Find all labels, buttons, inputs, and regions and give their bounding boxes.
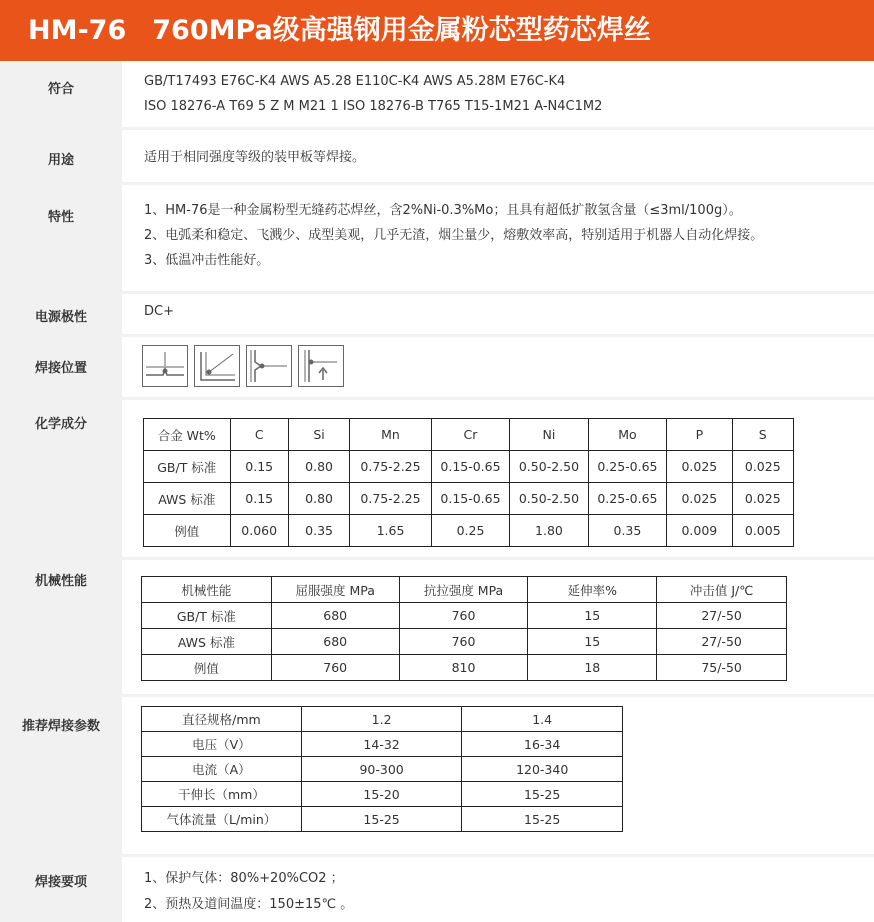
table-cell: 1.2 [301,707,462,732]
table-cell: 气体流量（L/min） [142,807,302,832]
table-row [142,732,623,757]
notes-row [0,857,874,922]
table-cell: 15-20 [301,782,462,807]
table-header-cell: 合金 Wt% [144,419,231,451]
table-cell: 0.15-0.65 [431,451,509,483]
table-cell: 15-25 [462,782,623,807]
table-cell: 18 [528,655,657,681]
table-row [144,451,794,483]
table-row [142,603,787,629]
table-row [142,757,623,782]
notes-label: 焊接要项 [34,875,87,890]
table-cell: 电流（A） [142,757,302,782]
table-header-cell: 屈服强度 MPa [271,577,399,603]
parameters-table [141,706,623,832]
table-cell: 0.025 [732,451,793,483]
chemistry-row [0,400,874,557]
table-row [142,629,787,655]
table-cell: GB/T 标准 [144,451,231,483]
table-cell: 27/-50 [657,603,787,629]
table-cell: 120-340 [462,757,623,782]
table-cell: 0.009 [667,515,732,547]
table-header-cell: 抗拉强度 MPa [399,577,528,603]
feature-line: 1、HM-76是一种金属粉型无缝药芯焊丝，含2%Ni-0.3%Mo；且具有超低扩散氢含量（≤3ml/100g）。 [144,203,742,218]
product-code: HM-76 [28,15,127,46]
table-cell: 760 [271,655,399,681]
positions-row [0,337,874,397]
table-cell: 0.50-2.50 [510,483,588,515]
positions-label: 焊接位置 [34,361,87,376]
mechanical-row [0,560,874,694]
table-cell: 0.025 [732,483,793,515]
table-cell: 680 [271,603,399,629]
table-cell: 0.25 [431,515,509,547]
table-cell: 0.15 [230,483,288,515]
table-header-cell: P [667,419,732,451]
table-cell: 1.65 [350,515,432,547]
table-cell: 0.025 [667,451,732,483]
usage-text: 适用于相同强度等级的装甲板等焊接。 [144,150,366,165]
features-label: 特性 [47,210,74,225]
usage-label: 用途 [47,153,74,168]
feature-line: 2、电弧柔和稳定、飞溅少、成型美观，几乎无渣，烟尘量少，熔敷效率高，特别适用于机器人自动化焊接。 [144,228,764,243]
compliance-row [0,61,874,127]
features-row [0,185,874,291]
table-row [142,655,787,681]
polarity-label: 电源极性 [34,310,87,325]
table-cell: 27/-50 [657,629,787,655]
parameters-row [0,697,874,854]
table-cell: 0.35 [288,515,349,547]
table-cell: AWS 标准 [144,483,231,515]
table-cell: 15 [528,629,657,655]
table-cell: 例值 [142,655,272,681]
table-cell: 90-300 [301,757,462,782]
table-cell: GB/T 标准 [142,603,272,629]
table-cell: 例值 [144,515,231,547]
mechanical-table [141,576,787,681]
note-line: 1、保护气体：80%+20%CO2 ； [144,871,344,886]
table-row [142,782,623,807]
table-header-row [144,419,794,451]
polarity-row [0,294,874,334]
horizontal-weld-position-icon [246,345,292,387]
table-cell: 干伸长（mm） [142,782,302,807]
note-line: 2、预热及道间温度：150±15℃ 。 [144,897,354,912]
compliance-label: 符合 [47,82,74,97]
table-header-cell: 冲击值 J/℃ [657,577,787,603]
table-header-cell: Mo [588,419,666,451]
table-cell: 760 [399,629,528,655]
table-cell: 0.060 [230,515,288,547]
table-cell: 0.75-2.25 [350,483,432,515]
table-row [142,807,623,832]
parameters-label: 推荐焊接参数 [21,719,100,734]
table-cell: 0.75-2.25 [350,451,432,483]
vertical-up-position-icon [298,345,344,387]
chemistry-label: 化学成分 [34,417,87,432]
table-header-cell: C [230,419,288,451]
usage-row [0,130,874,182]
table-header-row [142,577,787,603]
table-cell: 0.50-2.50 [510,451,588,483]
table-header-cell: 机械性能 [142,577,272,603]
polarity-text: DC+ [144,304,174,319]
table-cell: 0.25-0.65 [588,451,666,483]
table-cell: 14-32 [301,732,462,757]
table-cell: 0.25-0.65 [588,483,666,515]
mechanical-label: 机械性能 [34,574,87,589]
table-cell: 15-25 [462,807,623,832]
table-cell: 0.15 [230,451,288,483]
table-header-cell: Cr [431,419,509,451]
table-cell: 1.80 [510,515,588,547]
feature-line: 3、低温冲击性能好。 [144,253,270,268]
table-header-cell: Ni [510,419,588,451]
compliance-line: GB/T17493 E76C-K4 AWS A5.28 E110C-K4 AWS A5.28M E76C-K4 [144,74,566,89]
table-cell: AWS 标准 [142,629,272,655]
product-name: 760MPa级高强钢用金属粉芯型药芯焊丝 [152,15,651,46]
table-cell: 直径规格/mm [142,707,302,732]
table-header-cell: Si [288,419,349,451]
table-cell: 0.80 [288,451,349,483]
table-cell: 0.025 [667,483,732,515]
table-header-cell: S [732,419,793,451]
table-row [144,483,794,515]
table-cell: 电压（V） [142,732,302,757]
table-cell: 75/-50 [657,655,787,681]
table-header-cell: 延伸率% [528,577,657,603]
table-row [142,707,623,732]
table-cell: 15-25 [301,807,462,832]
flat-weld-position-icon [142,345,188,387]
table-cell: 15 [528,603,657,629]
table-cell: 16-34 [462,732,623,757]
table-row [144,515,794,547]
chemistry-table [143,418,794,547]
table-cell: 0.35 [588,515,666,547]
table-cell: 0.80 [288,483,349,515]
table-header-cell: Mn [350,419,432,451]
table-cell: 810 [399,655,528,681]
compliance-line: ISO 18276-A T69 5 Z M M21 1 ISO 18276-B T765 T15-1M21 A-N4C1M2 [144,99,603,114]
horizontal-fillet-position-icon [194,345,240,387]
table-cell: 760 [399,603,528,629]
product-title-bar [0,0,874,61]
table-cell: 680 [271,629,399,655]
table-cell: 0.005 [732,515,793,547]
table-cell: 0.15-0.65 [431,483,509,515]
table-cell: 1.4 [462,707,623,732]
